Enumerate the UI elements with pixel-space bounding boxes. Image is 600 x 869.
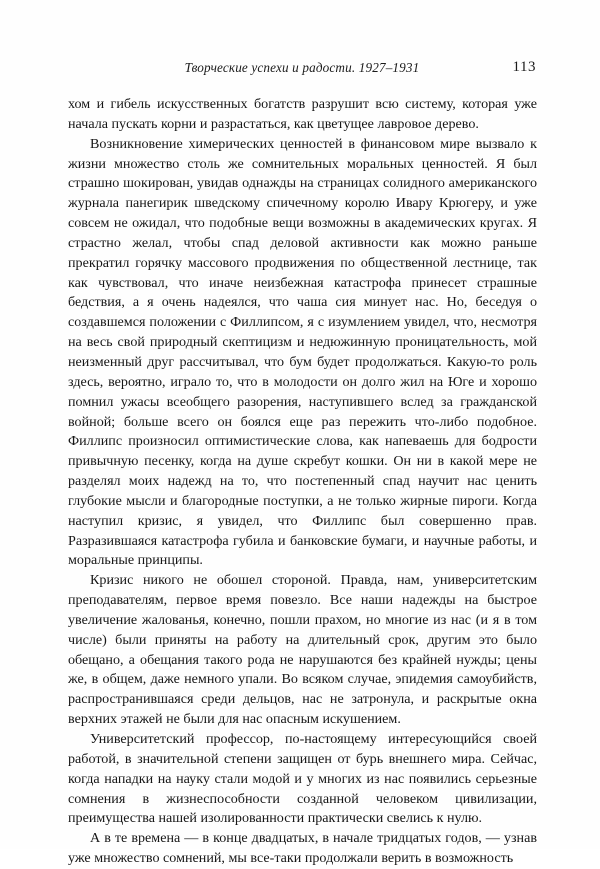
running-head <box>68 60 536 82</box>
page-number: 113 <box>512 59 536 75</box>
body-text-block <box>68 95 537 869</box>
running-head-title: Творческие успехи и радости. 1927–1931 <box>184 60 420 75</box>
paragraph: Кризис никого не обошел стороной. Правда, нам, университетским преподавателям, первое время повезло. Все наши надежды на быстрое увеличение жалованья, конечно, пошли прахом, но многие из нас (и я в том числе) были приняты на работу на длительный срок, другим это было обещано, а обещания такого рода не нарушаются без крайней нужды; цены же, в общем, даже немного упали. Во всяком случае, эпидемия самоубийств, распространившаяся среди дельцов, нас не затронула, и раскрытые окна верхних этажей не были для нас опасным искушением. <box>68 572 537 728</box>
paragraph: хом и гибель искусственных богатств разрушит всю систему, которая уже начала пускать корни и разрастаться, как цветущее лавровое дерево. <box>68 96 537 132</box>
paragraph: Университетский профессор, по-настоящему интересующийся своей работой, в значительной степени защищен от бурь внешнего мира. Сейчас, когда нападки на науку стали модой и у многих из нас появились серьезные сомнения в жизнеспособности созданной человеком цивилизации, преимущества нашей изолированности практически свелись к нулю. <box>68 731 537 827</box>
paragraph: Возникновение химерических ценностей в финансовом мире вызвало к жизни множество столь же сомнительных моральных ценностей. Я был страшно шокирован, увидав однажды на страницах солидного американского журнала панегирик шведскому спичечному королю Ивару Крюгеру, и уже совсем не ожидал, что подобные вещи возможны в академических кругах. Я страстно желал, чтобы спад деловой активности как можно раньше прекратил горячку массового продвижения по общественной лестнице, так как чувствовал, что иначе неизбежная катастрофа принесет страшные бедствия, а я очень надеялся, что чаша сия минует нас. Но, беседуя о создавшемся положении с Филлипсом, я с изумлением увидел, что, несмотря на весь свой природный скептицизм и недюжинную проницательность, мой неизменный друг рассчитывал, что бум будет продолжаться. Какую-то роль здесь, вероятно, играло то, что в молодости он долго жил на Юге и хорошо помнил ужасы всеобщего разорения, наступившего вслед за гражданской войной; больше всего он боялся еще раз пережить что-либо подобное. Филлипс произносил оптимистические слова, как напеваешь для бодрости привычную песенку, когда на душе скребут кошки. Он ни в какой мере не разделял моих надежд на то, что постепенный спад научит нас ценить глубокие мысли и благородные поступки, а не только жирные пироги. Когда наступил кризис, я увидел, что Филлипс был совершенно прав. Разразившаяся катастрофа губила и банковские бумаги, и научные работы, и моральные принципы. <box>68 135 537 569</box>
paragraph: А в те времена — в конце двадцатых, в начале тридцатых годов, — узнав уже множество сомнений, мы все-таки продолжали верить в возможность <box>68 830 537 867</box>
